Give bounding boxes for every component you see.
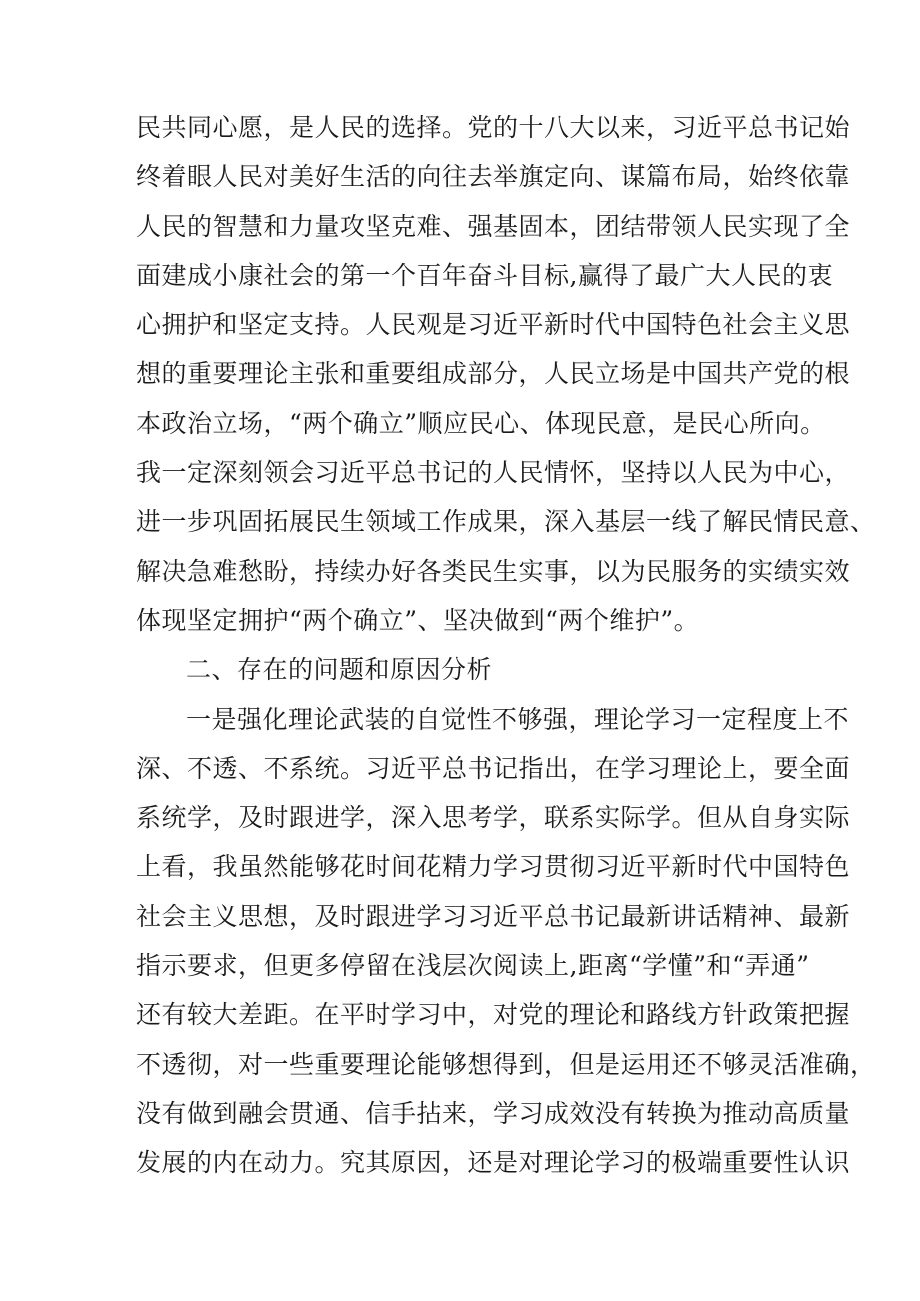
paragraph-line: 发展的内在动力。究其原因，还是对理论学习的极端重要性认识 xyxy=(136,1148,851,1178)
paragraph-line: 上看，我虽然能够花时间花精力学习贯彻习近平新时代中国特色 xyxy=(136,852,851,882)
paragraph-line: 本政治立场，“两个确立”顺应民心、体现民意，是民心所向。 xyxy=(136,408,826,438)
paragraph-line: 想的重要理论主张和重要组成部分，人民立场是中国共产党的根 xyxy=(136,359,851,389)
document-body xyxy=(136,103,876,1188)
paragraph-line: 进一步巩固拓展民生领域工作成果，深入基层一线了解民情民意、 xyxy=(136,507,876,537)
paragraph-line: 还有较大差距。在平时学习中，对党的理论和路线方针政策把握 xyxy=(136,1000,851,1030)
paragraph-line: 人民的智慧和力量攻坚克难、强基固本，团结带领人民实现了全 xyxy=(136,211,851,241)
paragraph-line: 解决急难愁盼，持续办好各类民生实事，以为民服务的实绩实效 xyxy=(136,556,851,586)
paragraph-line: 我一定深刻领会习近平总书记的人民情怀，坚持以人民为中心， xyxy=(136,458,851,488)
paragraph-line: 终着眼人民对美好生活的向往去举旗定向、谋篇布局，始终依靠 xyxy=(136,162,851,192)
paragraph-line-last: 体现坚定拥护“两个确立”、坚决做到“两个维护”。 xyxy=(136,605,700,635)
paragraph-line: 社会主义思想，及时跟进学习习近平总书记最新讲话精神、最新 xyxy=(136,901,851,931)
paragraph-line: 不透彻，对一些重要理论能够想得到，但是运用还不够灵活准确， xyxy=(136,1049,876,1079)
paragraph-line: 指示要求，但更多停留在浅层次阅读上,距离“学懂”和“弄通” xyxy=(136,951,810,981)
paragraph-line: 系统学，及时跟进学，深入思考学，联系实际学。但从自身实际 xyxy=(136,803,851,833)
paragraph-line: 面建成小康社会的第一个百年奋斗目标,赢得了最广大人民的衷 xyxy=(136,260,833,290)
section-heading: 二、存在的问题和原因分析 xyxy=(186,655,493,685)
paragraph-line: 心拥护和坚定支持。人民观是习近平新时代中国特色社会主义思 xyxy=(136,310,851,340)
paragraph-line: 没有做到融会贯通、信手拈来，学习成效没有转换为推动高质量 xyxy=(136,1098,851,1128)
paragraph-line-first: 一是强化理论武装的自觉性不够强，理论学习一定程度上不 xyxy=(186,704,850,734)
paragraph-line: 民共同心愿，是人民的选择。党的十八大以来，习近平总书记始 xyxy=(136,113,851,142)
paragraph-line: 深、不透、不系统。习近平总书记指出，在学习理论上，要全面 xyxy=(136,753,851,783)
